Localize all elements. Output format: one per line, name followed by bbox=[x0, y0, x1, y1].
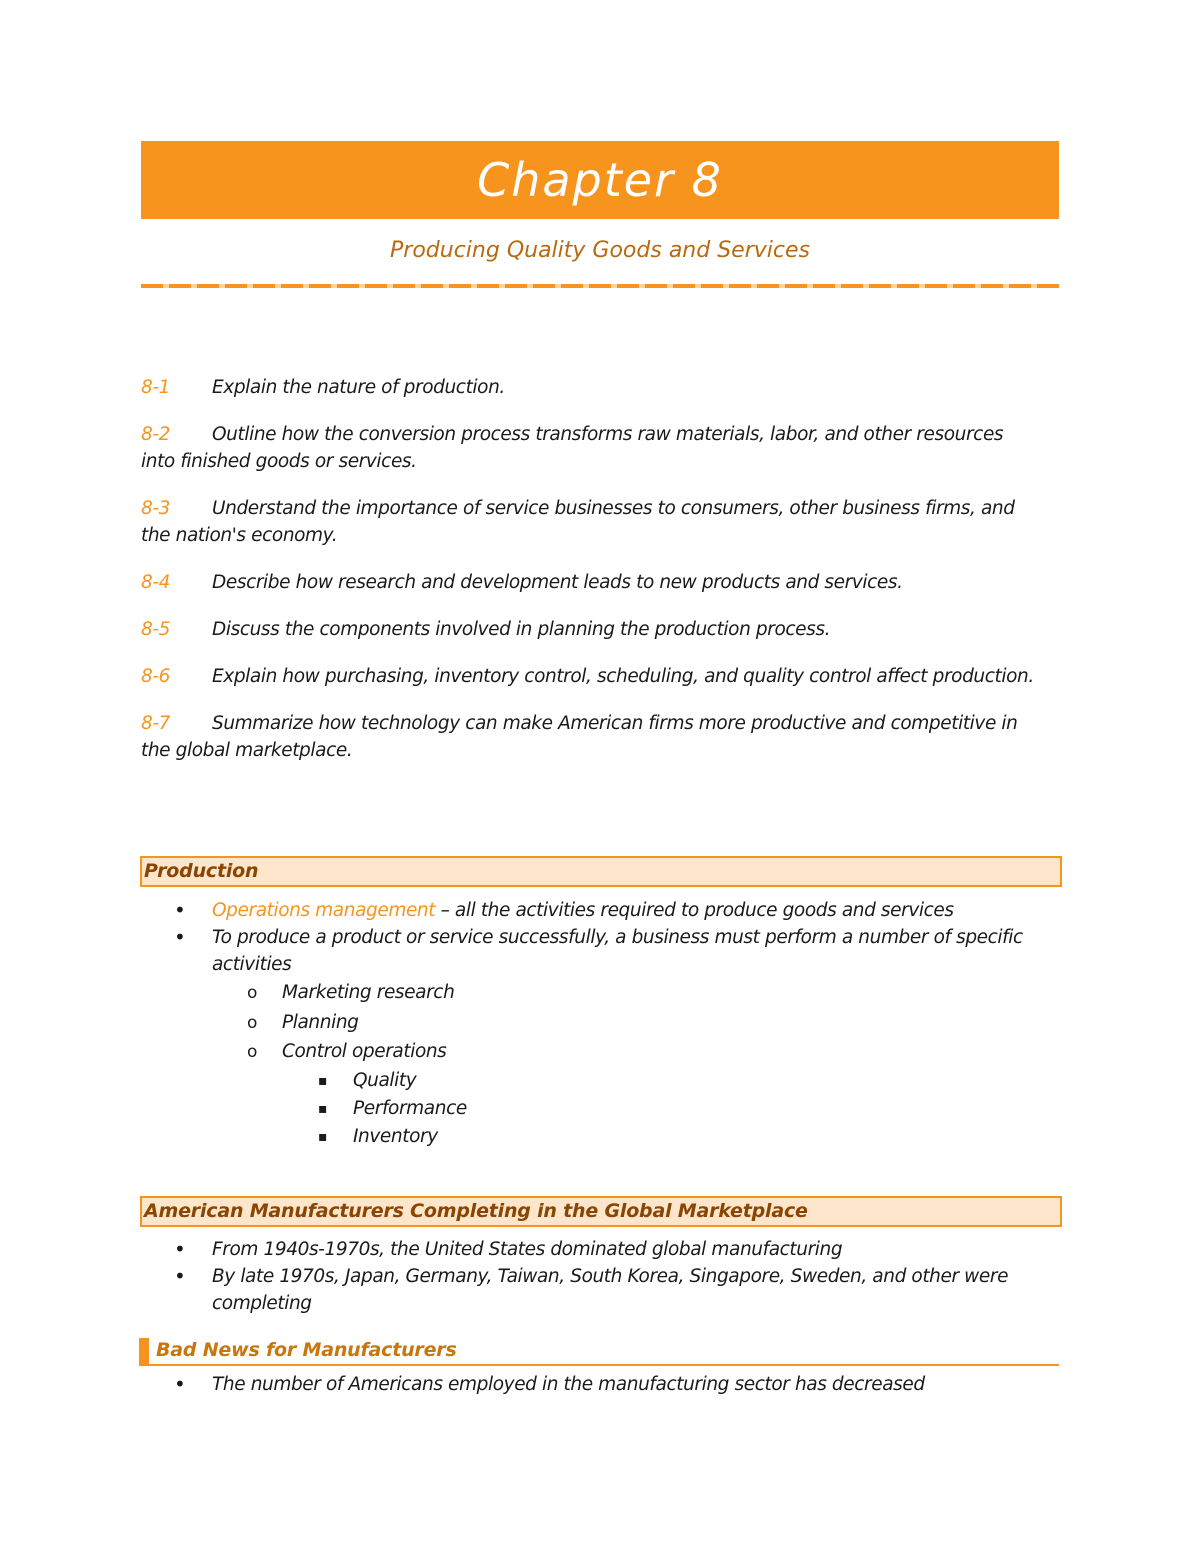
bullet-icon: • bbox=[174, 1372, 186, 1396]
sub-sub-list-item-text: Performance bbox=[353, 1097, 467, 1119]
objective-number: 8-4 bbox=[141, 572, 171, 593]
objective-text: Outline how the conversion process transforms raw materials, labor, and other resources into finished goods or services. bbox=[141, 424, 1004, 472]
circle-bullet-icon: o bbox=[247, 983, 258, 1003]
list-item-text: From 1940s-1970s, the United States dominated global manufacturing bbox=[212, 1239, 843, 1260]
circle-bullet-icon: o bbox=[247, 1042, 258, 1062]
list-item bbox=[141, 1371, 1041, 1398]
heading-accent-bar bbox=[139, 1338, 149, 1364]
sub-sub-list-item-text: Quality bbox=[353, 1069, 417, 1091]
objective bbox=[141, 663, 1041, 690]
objective bbox=[141, 421, 1041, 475]
chapter-subtitle: Producing Quality Goods and Services bbox=[390, 238, 810, 263]
dashed-divider bbox=[141, 284, 1059, 288]
objective-number: 8-5 bbox=[141, 619, 171, 640]
objective bbox=[141, 495, 1041, 549]
section-heading-text: American Manufacturers Completing in the Global Marketplace bbox=[144, 1200, 808, 1222]
production-list bbox=[141, 897, 1041, 1151]
list-item-text: The number of Americans employed in the manufacturing sector has decreased bbox=[212, 1374, 925, 1395]
sub-list-item bbox=[141, 1008, 1041, 1038]
section-heading-production bbox=[140, 856, 1062, 887]
objective-number: 8-1 bbox=[141, 377, 171, 398]
bullet-icon: • bbox=[174, 925, 186, 949]
definition-text: – all the activities required to produce goods and services bbox=[435, 900, 954, 921]
bad-news-list bbox=[141, 1371, 1041, 1398]
objective-number: 8-3 bbox=[141, 498, 171, 519]
learning-objectives bbox=[141, 374, 1041, 784]
objective-text: Explain how purchasing, inventory control, scheduling, and quality control affect production. bbox=[212, 666, 1034, 687]
objective-text: Discuss the components involved in planning the production process. bbox=[212, 619, 831, 640]
american-list bbox=[141, 1236, 1041, 1317]
sub-list-item bbox=[141, 1037, 1041, 1067]
list-item bbox=[141, 897, 1041, 924]
objective bbox=[141, 569, 1041, 596]
objective-text: Summarize how technology can make American firms more productive and competitive in the global marketplace. bbox=[141, 713, 1018, 761]
objective-number: 8-7 bbox=[141, 713, 171, 734]
chapter-title-band bbox=[141, 141, 1059, 219]
section-heading-text: Production bbox=[144, 860, 259, 882]
objective-number: 8-6 bbox=[141, 666, 171, 687]
sub-list-item-text: Control operations bbox=[282, 1041, 447, 1062]
sub-list-item-text: Marketing research bbox=[282, 982, 455, 1003]
term-operations-management: Operations management bbox=[212, 900, 436, 921]
sub-sub-list-item bbox=[141, 1123, 1041, 1151]
list-item-text: To produce a product or service successfully, a business must perform a number of specific activities bbox=[212, 927, 1023, 975]
bullet-icon: • bbox=[174, 1237, 186, 1261]
section-heading-text: Bad News for Manufacturers bbox=[156, 1339, 457, 1361]
bullet-icon: • bbox=[174, 1264, 186, 1288]
sub-list-item-text: Planning bbox=[282, 1011, 359, 1033]
circle-bullet-icon: o bbox=[247, 1012, 258, 1033]
list-item bbox=[141, 1263, 1041, 1317]
sub-sub-list-item bbox=[141, 1067, 1041, 1095]
objective-text: Describe how research and development leads to new products and services. bbox=[212, 572, 903, 593]
objective bbox=[141, 616, 1041, 643]
objective-number: 8-2 bbox=[141, 424, 171, 445]
section-heading-bad-news bbox=[139, 1338, 1059, 1366]
list-item-text: By late 1970s, Japan, Germany, Taiwan, South Korea, Singapore, Sweden, and other were completing bbox=[212, 1266, 1009, 1314]
bullet-icon: • bbox=[174, 898, 186, 922]
sub-sub-list-item bbox=[141, 1095, 1041, 1123]
sub-sub-list-item-text: Inventory bbox=[353, 1125, 438, 1147]
chapter-title: Chapter 8 bbox=[477, 153, 723, 207]
section-heading-american-manufacturers bbox=[140, 1196, 1062, 1227]
list-item bbox=[141, 1236, 1041, 1263]
objective bbox=[141, 374, 1041, 401]
objective-text: Understand the importance of service businesses to consumers, other business firms, and the nation's economy. bbox=[141, 498, 1015, 546]
square-bullet-icon: ▪ bbox=[318, 1100, 328, 1117]
square-bullet-icon: ▪ bbox=[318, 1072, 328, 1089]
objective-text: Explain the nature of production. bbox=[212, 377, 505, 398]
square-bullet-icon: ▪ bbox=[318, 1128, 328, 1145]
sub-list-item bbox=[141, 978, 1041, 1008]
list-item bbox=[141, 924, 1041, 978]
objective bbox=[141, 710, 1041, 764]
